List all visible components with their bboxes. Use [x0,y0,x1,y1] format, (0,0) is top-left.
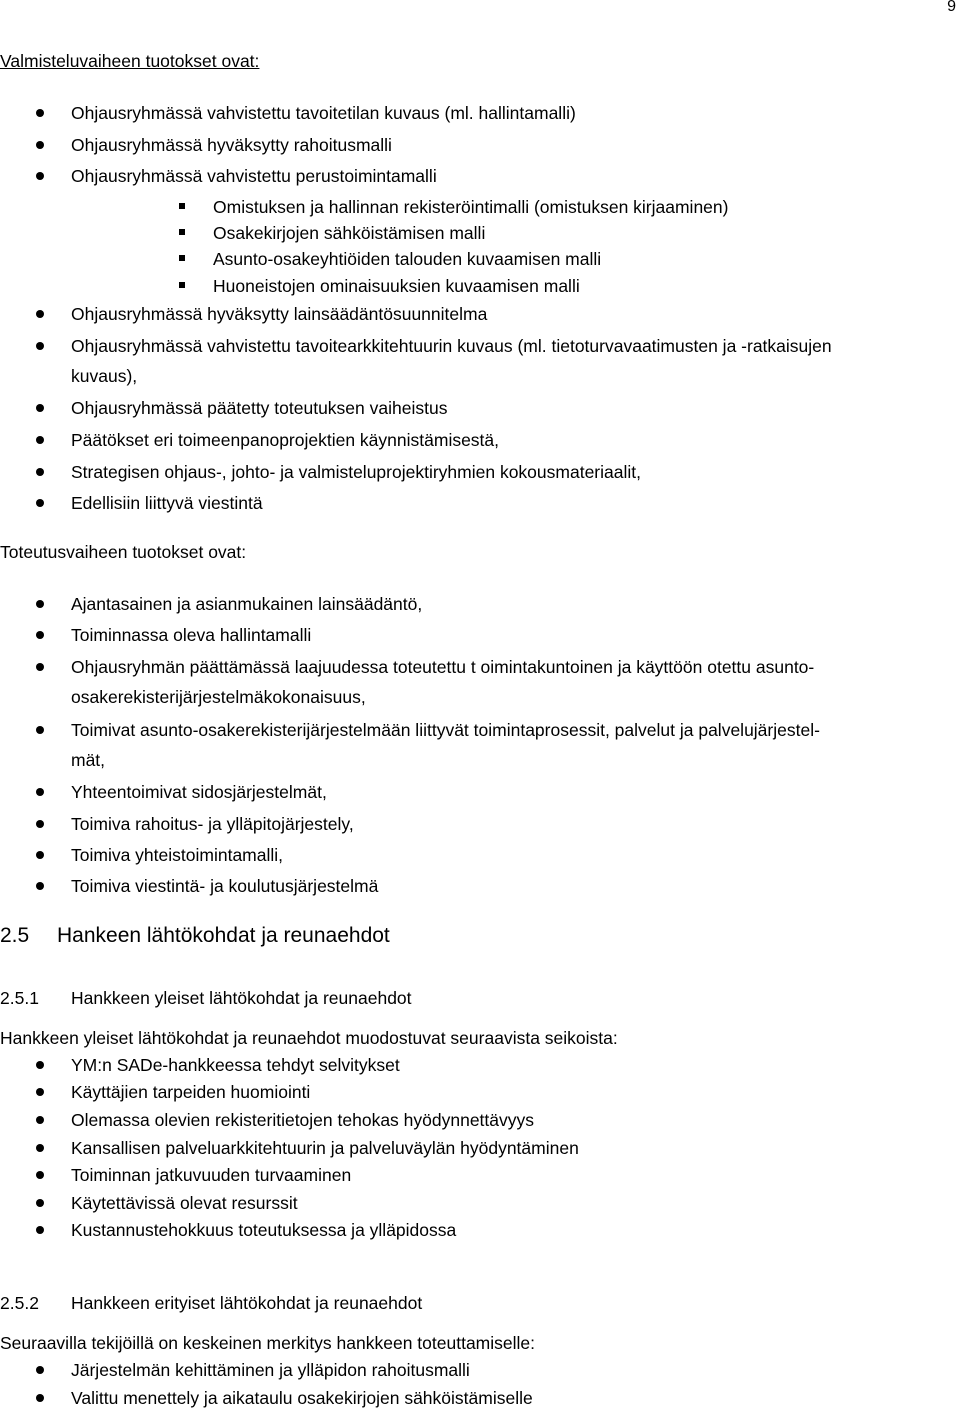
section-title-2-5: Hankeen lähtökohdat ja reunaehdot [57,924,390,947]
bullet-icon [36,404,44,412]
section-number-2-5: 2.5 [0,924,30,947]
bullet-icon [36,788,44,796]
list-item: Ohjausryhmässä vahvistettu perustoimintamalli [71,166,437,186]
list-item: Toiminnassa oleva hallintamalli [71,625,312,645]
list-item: Käytettävissä olevat resurssit [71,1193,298,1213]
bullet-icon [36,141,44,149]
bullet-icon [36,1171,44,1179]
square-bullet-icon [179,282,185,288]
square-bullet-icon [179,203,185,209]
bullet-icon [36,631,44,639]
list-item: Ohjausryhmässä päätetty toteutuksen vaiheistus [71,398,448,418]
list-item: Olemassa olevien rekisteritietojen tehokas hyödynnettävyys [71,1110,535,1130]
section-title-2-5-2: Hankkeen erityiset lähtökohdat ja reunaehdot [71,1293,423,1313]
list-item: Järjestelmän kehittäminen ja ylläpidon rahoitusmalli [71,1360,470,1380]
list-item: Toiminnan jatkuvuuden turvaaminen [71,1165,352,1185]
section-number-2-5-1: 2.5.1 [0,988,39,1008]
list-item: Edellisiin liittyvä viestintä [71,493,263,513]
bullet-icon [36,1226,44,1234]
section-intro-2-5-1: Hankkeen yleiset lähtökohdat ja reunaehdot muodostuvat seuraavista seikoista: [0,1028,618,1048]
section-title-2-5-1: Hankkeen yleiset lähtökohdat ja reunaehdot [71,988,412,1008]
section-heading-valmistelu: Valmisteluvaiheen tuotokset ovat: [0,51,260,71]
bullet-icon [36,851,44,859]
bullet-icon [36,310,44,318]
bullet-icon [36,436,44,444]
list-item-continuation: osakerekisterijärjestelmäkokonaisuus, [71,687,366,707]
list-item: Ohjausryhmässä vahvistettu tavoitearkkitehtuurin kuvaus (ml. tietoturvavaatimusten ja -ratkaisujen [71,336,832,356]
bullet-icon [36,1394,44,1402]
bullet-icon [36,1116,44,1124]
sub-list-item: Osakekirjojen sähköistämisen malli [213,223,486,243]
bullet-icon [36,600,44,608]
bullet-icon [36,820,44,828]
bullet-icon [36,499,44,507]
list-item: Yhteentoimivat sidosjärjestelmät, [71,782,327,802]
list-item: Valittu menettely ja aikataulu osakekirjojen sähköistämiselle [71,1388,533,1408]
list-item: Ohjausryhmässä hyväksytty rahoitusmalli [71,135,392,155]
list-item: Kustannustehokkuus toteutuksessa ja ylläpidossa [71,1220,457,1240]
section-intro-2-5-2: Seuraavilla tekijöillä on keskeinen merkitys hankkeen toteuttamiselle: [0,1333,535,1353]
sub-list-item: Asunto-osakeyhtiöiden talouden kuvaamisen malli [213,249,602,269]
list-item: Käyttäjien tarpeiden huomiointi [71,1082,311,1102]
sub-list-item: Omistuksen ja hallinnan rekisteröintimalli (omistuksen kirjaaminen) [213,197,729,217]
list-item: Ohjausryhmässä hyväksytty lainsäädäntösuunnitelma [71,304,488,324]
square-bullet-icon [179,255,185,261]
bullet-icon [36,468,44,476]
list-item: Ohjausryhmässä vahvistettu tavoitetilan kuvaus (ml. hallintamalli) [71,103,576,123]
section-heading-toteutus: Toteutusvaiheen tuotokset ovat: [0,542,247,562]
bullet-icon [36,726,44,734]
list-item: Päätökset eri toimeenpanoprojektien käynnistämisestä, [71,430,500,450]
sub-list-item: Huoneistojen ominaisuuksien kuvaamisen malli [213,276,580,296]
square-bullet-icon [179,229,185,235]
bullet-icon [36,342,44,350]
bullet-icon [36,882,44,890]
list-item: Ohjausryhmän päättämässä laajuudessa toteutettu t oimintakuntoinen ja käyttöön otettu asunto- [71,657,815,677]
bullet-icon [36,172,44,180]
bullet-icon [36,1144,44,1152]
list-item: Ajantasainen ja asianmukainen lainsäädäntö, [71,594,423,614]
list-item: Toimiva viestintä- ja koulutusjärjestelmä [71,876,379,896]
list-item: Toimiva yhteistoimintamalli, [71,845,284,865]
list-item: Toimivat asunto-osakerekisterijärjestelmään liittyvät toimintaprosessit, palvelut ja palvelujärjestel- [71,720,820,740]
bullet-icon [36,1199,44,1207]
section-number-2-5-2: 2.5.2 [0,1293,39,1313]
bullet-icon [36,1088,44,1096]
list-item: Strategisen ohjaus-, johto- ja valmisteluprojektiryhmien kokousmateriaalit, [71,462,641,482]
list-item: Toimiva rahoitus- ja ylläpitojärjestely, [71,814,354,834]
bullet-icon [36,1061,44,1069]
bullet-icon [36,663,44,671]
list-item-continuation: mät, [71,750,106,770]
list-item-continuation: kuvaus), [71,366,138,386]
list-item: Kansallisen palveluarkkitehtuurin ja palveluväylän hyödyntäminen [71,1138,579,1158]
bullet-icon [36,1366,44,1374]
page-number: 9 [947,0,956,15]
bullet-icon [36,109,44,117]
list-item: YM:n SADe-hankkeessa tehdyt selvitykset [71,1055,400,1075]
